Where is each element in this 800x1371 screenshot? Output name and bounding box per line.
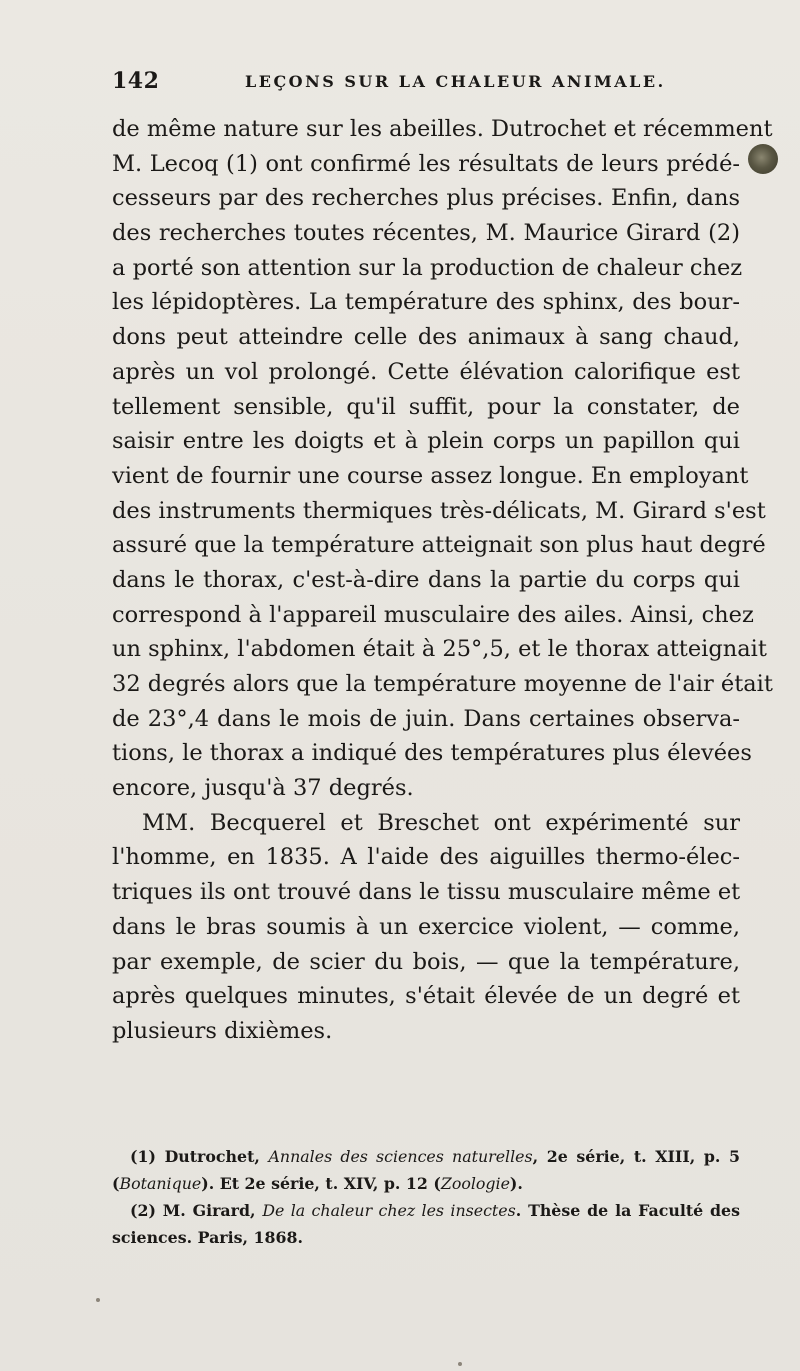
footnote-2-line-1: (2) M. Girard, De la chaleur chez les insectes. Thèse de la Faculté des <box>130 1201 741 1220</box>
footnote-2-line-2: sciences. Paris, 1868. <box>112 1228 303 1247</box>
text-line: des instruments thermiques très-délicats, M. Girard s'est <box>112 497 766 524</box>
text-line: correspond à l'appareil musculaire des ailes. Ainsi, chez <box>112 601 754 628</box>
text-line: 32 degrés alors que la température moyenne de l'air était <box>112 671 773 697</box>
footnote-1-line-1: (1) Dutrochet, Annales des sciences naturelles, 2e série, t. XIII, p. 5 <box>130 1147 740 1166</box>
text-line: vient de fournir une course assez longue. En employant <box>112 462 749 489</box>
page-speck <box>96 1298 100 1302</box>
text-line: M. Lecoq (1) ont confirmé les résultats de leurs prédé- <box>112 150 740 177</box>
text-line: triques ils ont trouvé dans le tissu musculaire même et <box>112 879 741 906</box>
text-line: des recherches toutes récentes, M. Maurice Girard (2) <box>112 220 740 247</box>
text-line: de 23°,4 dans le mois de juin. Dans certaines observa- <box>112 705 740 732</box>
body-text <box>112 112 773 1049</box>
text-line: les lépidoptères. La température des sphinx, des bour- <box>112 289 740 316</box>
text-line: cesseurs par des recherches plus précises. Enfin, dans <box>112 185 740 212</box>
text-line: assuré que la température atteignait son plus haut degré <box>112 532 766 559</box>
page-header <box>112 68 732 100</box>
text-line: après un vol prolongé. Cette élévation calorifique est <box>112 358 740 385</box>
text-line: encore, jusqu'à 37 degrés. <box>112 775 414 802</box>
text-line: de même nature sur les abeilles. Dutrochet et récemment <box>112 116 773 142</box>
footnote-1-line-2: (Botanique). Et 2e série, t. XIV, p. 12 (Zoologie). <box>112 1174 523 1193</box>
binding-hole-mark <box>748 144 778 174</box>
text-line: a porté son attention sur la production de chaleur chez <box>112 254 743 281</box>
text-line: dons peut atteindre celle des animaux à sang chaud, <box>112 324 740 351</box>
page-number: 142 <box>112 68 160 94</box>
text-line: l'homme, en 1835. A l'aide des aiguilles thermo-élec- <box>112 844 740 871</box>
page-speck <box>458 1362 462 1366</box>
running-title: LEÇONS SUR LA CHALEUR ANIMALE. <box>245 72 666 91</box>
footnotes <box>112 1143 740 1251</box>
text-line: après quelques minutes, s'était élevée de un degré et <box>112 983 740 1010</box>
text-line: par exemple, de scier du bois, — que la température, <box>112 948 740 975</box>
paragraph-start-line: MM. Becquerel et Breschet ont expérimenté sur <box>142 809 740 836</box>
text-line: saisir entre les doigts et à plein corps un papillon qui <box>112 428 740 455</box>
text-line: plusieurs dixièmes. <box>112 1017 333 1044</box>
text-line: un sphinx, l'abdomen était à 25°,5, et le thorax atteignait <box>112 636 767 663</box>
text-line: tions, le thorax a indiqué des températures plus élevées <box>112 740 752 767</box>
text-line: dans le bras soumis à un exercice violent, — comme, <box>112 913 740 940</box>
text-line: dans le thorax, c'est-à-dire dans la partie du corps qui <box>112 566 740 593</box>
text-line: tellement sensible, qu'il suffit, pour la constater, de <box>112 393 740 420</box>
